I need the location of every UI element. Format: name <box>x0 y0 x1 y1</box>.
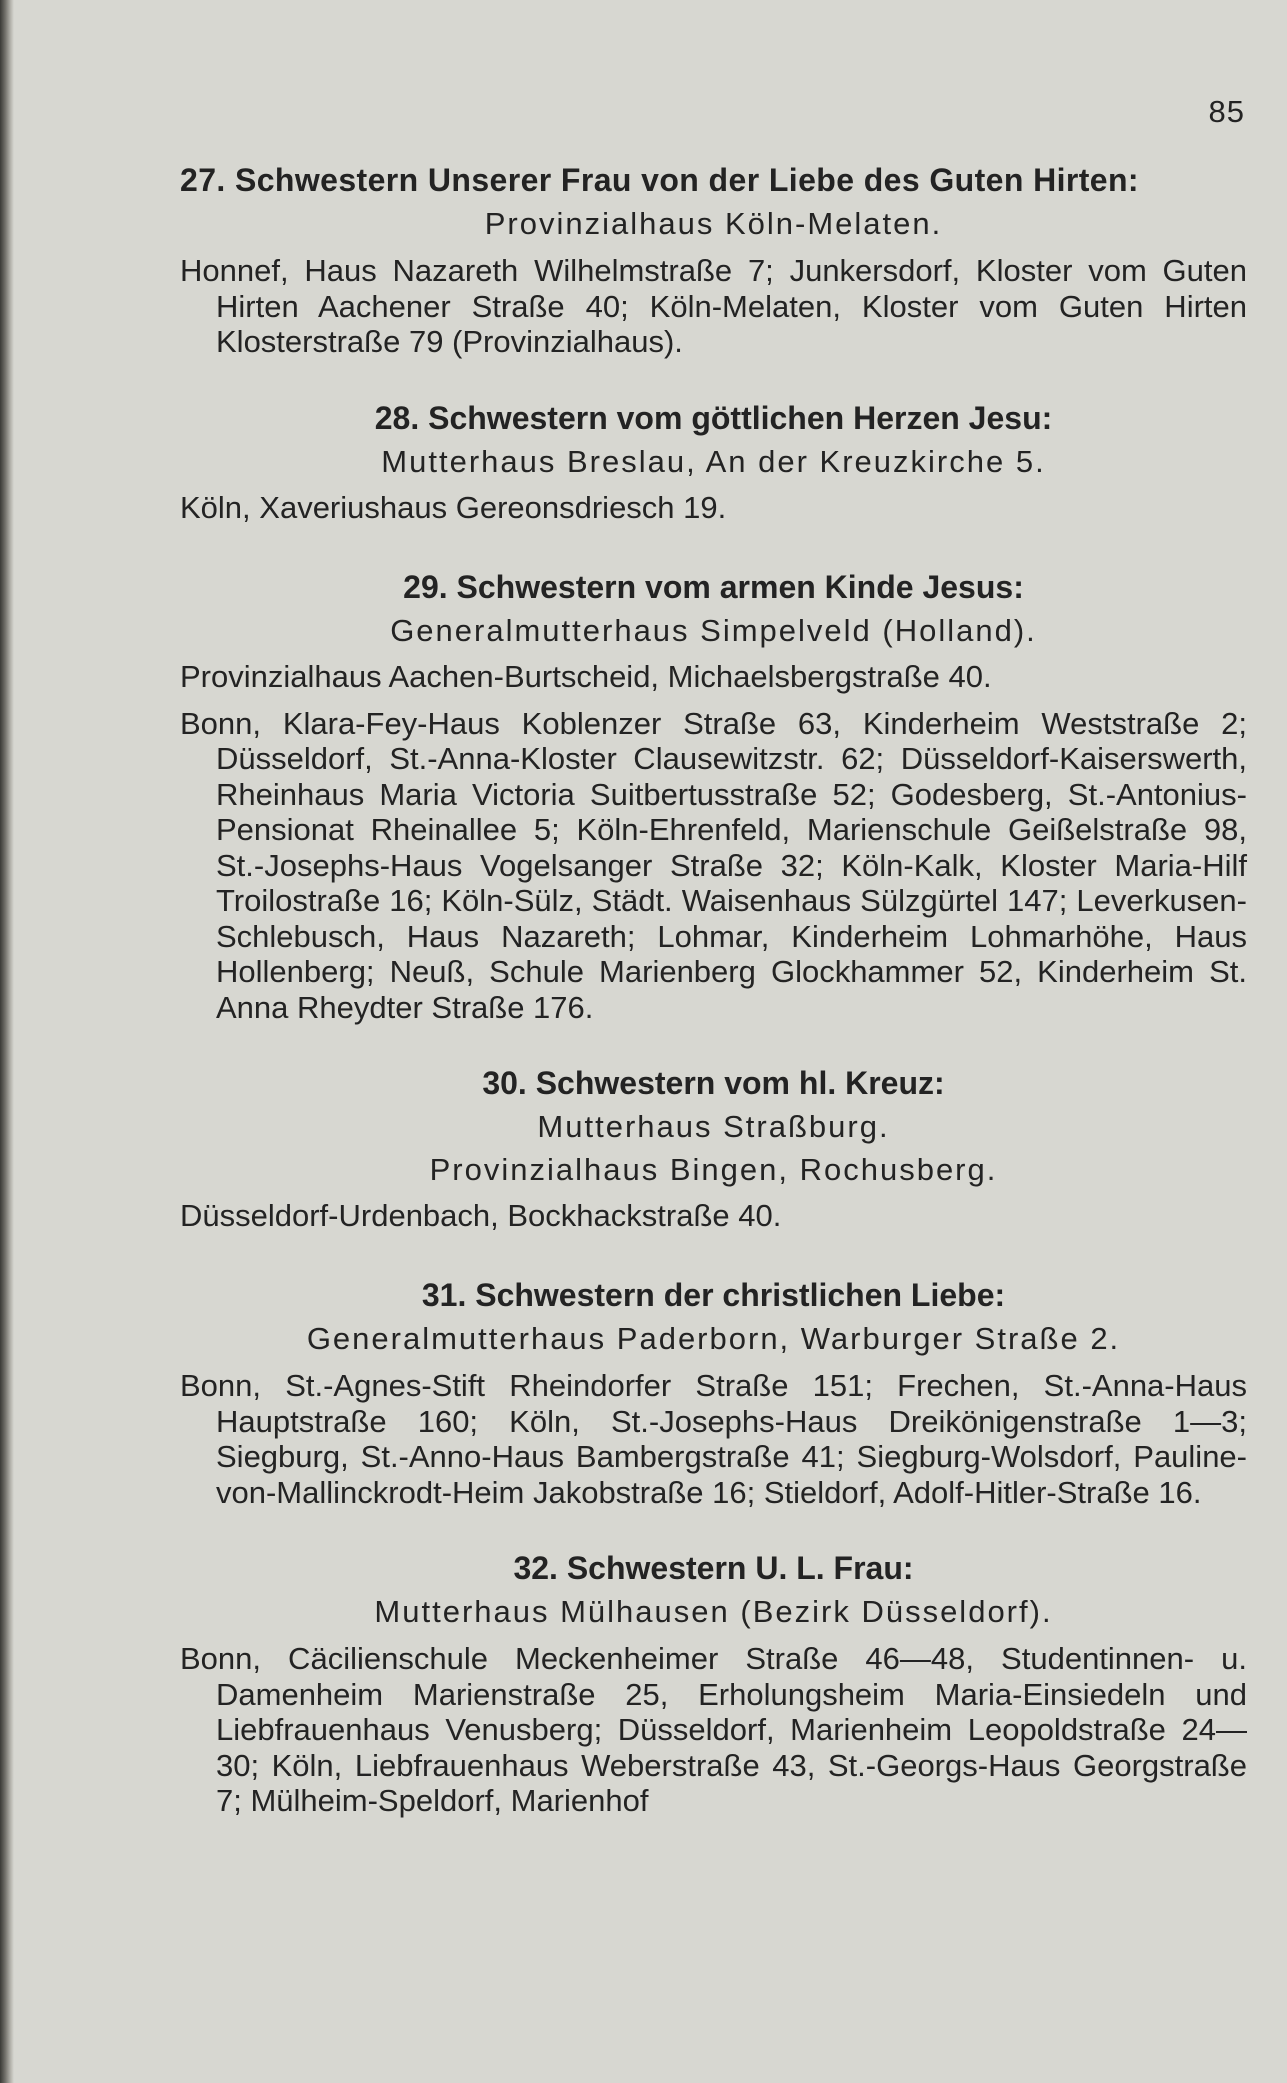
entry-heading: 29. Schwestern vom armen Kinde Jesus: <box>403 568 1024 605</box>
locations-paragraph: Honnef, Haus Nazareth Wilhelmstraße 7; Junkersdorf, Kloster vom Guten Hirten Aachener Straße 40; Köln-Melaten, Kloster vom Guten Hirten Klosterstraße 79 (Provinzialhaus). <box>180 253 1247 359</box>
locations-paragraph: Düsseldorf-Urdenbach, Bockhackstraße 40. <box>180 1198 782 1233</box>
motherhouse-line: Mutterhaus Straßburg. <box>537 1109 890 1144</box>
entry-heading: 28. Schwestern vom göttlichen Herzen Jesu: <box>374 399 1053 436</box>
entry-28 <box>180 396 1247 529</box>
entry-heading: 31. Schwestern der christlichen Liebe: <box>421 1277 1006 1313</box>
motherhouse-line: Generalmutterhaus Simpelveld (Holland). <box>390 612 1037 648</box>
motherhouse-line: Provinzialhaus Köln-Melaten. <box>484 206 943 241</box>
locations-paragraph: Bonn, Klara-Fey-Haus Koblenzer Straße 63, Kinderheim Weststraße 2; Düsseldorf, St.-Anna-Kloster Clausewitzstr. 62; Düsseldorf-Kaiserswerth, Rheinhaus Maria Victoria Suitbertusstraße 52; Godesberg, St.-Antonius-Pensionat Rheinallee 5; Köln-Ehrenfeld, Marienschule Geißelstraße 98, St.-Josephs-Haus Vogelsanger Straße 32; Köln-Kalk, Kloster Maria-Hilf Troilostraße 16; Köln-Sülz, Städt. Waisenhaus Sülzgürtel 147; Leverkusen-Schlebusch, Haus Nazareth; Lohmar, Kinderheim Lohmarhöhe, Haus Hollenberg; Neuß, Schule Marienberg Glockhammer 52, Kinderheim St. Anna Rheydter Straße 176. <box>180 705 1247 1025</box>
motherhouse-line: Mutterhaus Mülhausen (Bezirk Düsseldorf). <box>374 1594 1053 1629</box>
entry-heading: 32. Schwestern U. L. Frau: <box>513 1550 914 1586</box>
entry-30 <box>180 1061 1247 1237</box>
motherhouse-line: Mutterhaus Breslau, An der Kreuzkirche 5. <box>381 443 1046 479</box>
entry-31 <box>180 1273 1247 1510</box>
provincial-house-line: Provinzialhaus Bingen, Rochusberg. <box>429 1152 998 1187</box>
page-body <box>180 158 1247 1855</box>
locations-paragraph: Bonn, St.-Agnes-Stift Rheindorfer Straße 151; Frechen, St.-Anna-Haus Hauptstraße 160; Köln, St.-Josephs-Haus Dreikönigenstraße 1—3; Siegburg, St.-Anno-Haus Bambergstraße 41; Siegburg-Wolsdorf, Pauline-von-Mallinckrodt-Heim Jakobstraße 16; Stieldorf, Adolf-Hitler-Straße 16. <box>180 1368 1247 1510</box>
locations-paragraph: Bonn, Cäcilienschule Meckenheimer Straße 46—48, Studentinnen- u. Damenheim Marienstraße 25, Erholungsheim Maria-Einsiedeln und Liebfrauenhaus Venusberg; Düsseldorf, Marienheim Leopoldstraße 24—30; Köln, Liebfrauenhaus Weberstraße 43, St.-Georgs-Haus Georgstraße 7; Mülheim-Speldorf, Marienhof <box>180 1641 1247 1818</box>
entry-27 <box>180 158 1247 360</box>
entry-heading: 27. Schwestern Unserer Frau von der Liebe des Guten Hirten: <box>180 162 1139 198</box>
page-number: 85 <box>1208 94 1245 129</box>
locations-paragraph: Köln, Xaveriushaus Gereonsdriesch 19. <box>180 489 727 525</box>
provincial-house-line: Provinzialhaus Aachen-Burtscheid, Michaelsbergstraße 40. <box>180 658 992 694</box>
entry-29 <box>180 565 1247 1026</box>
entry-32 <box>180 1546 1247 1819</box>
entry-heading: 30. Schwestern vom hl. Kreuz: <box>482 1065 945 1101</box>
motherhouse-line: Generalmutterhaus Paderborn, Warburger Straße 2. <box>306 1321 1121 1356</box>
book-spine-edge <box>0 0 14 2083</box>
